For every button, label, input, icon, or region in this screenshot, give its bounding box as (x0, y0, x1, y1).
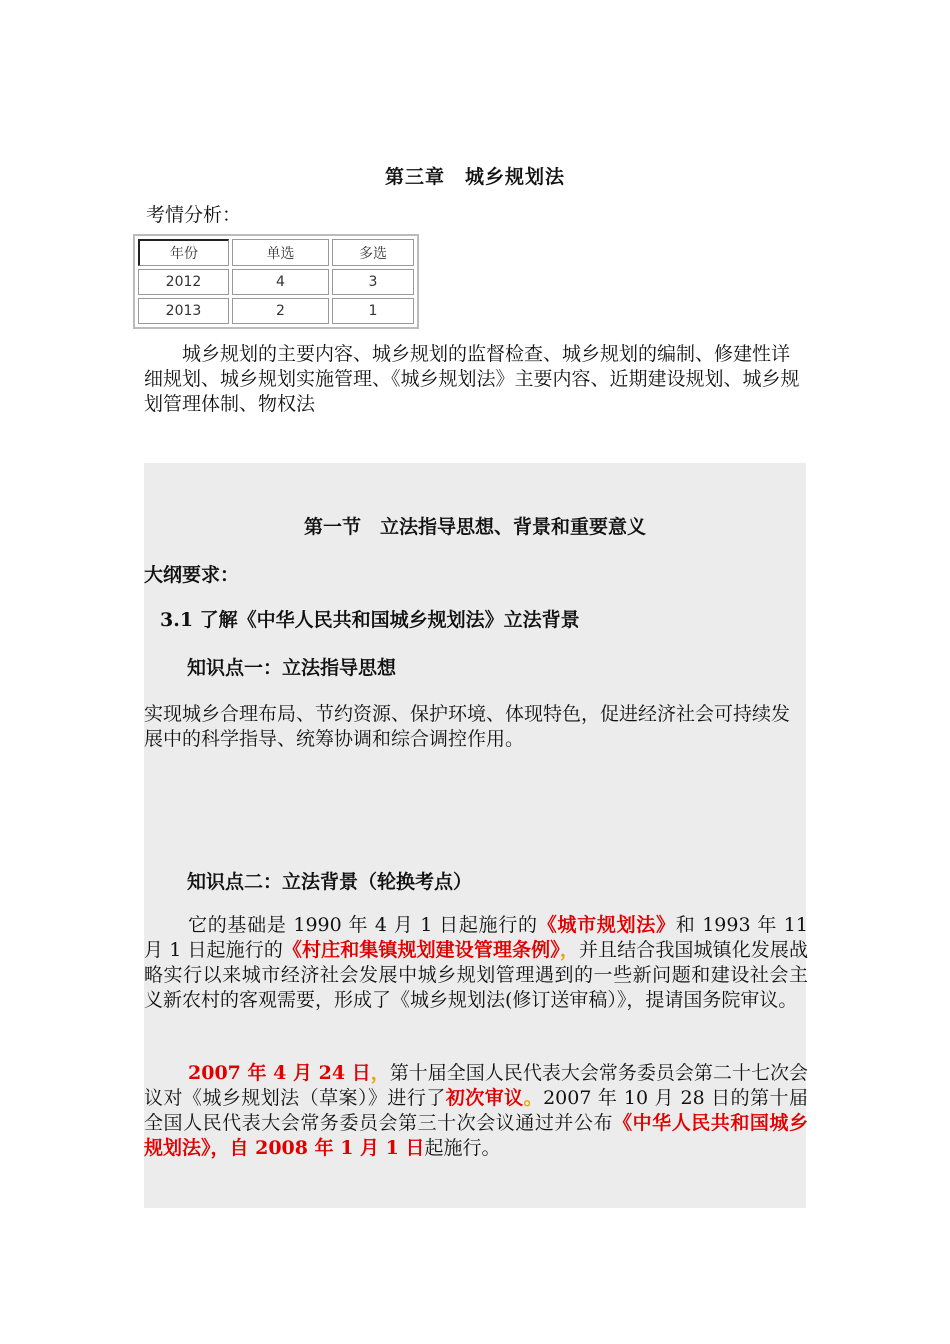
background-paragraph (144, 913, 808, 1013)
outline-requirement: 3.1 了解《中华人民共和国城乡规划法》立法背景 (160, 609, 580, 631)
table-row (138, 298, 414, 324)
chapter-title: 第三章 城乡规划法 (384, 166, 565, 188)
intro-paragraph: 城乡规划的主要内容、城乡规划的监督检查、城乡规划的编制、修建性详细规划、城乡规划实施管理、《城乡规划法》主要内容、近期建设规划、城乡规划管理体制、物权法 (144, 343, 800, 415)
law-village-regulation: 《村庄和集镇规划建设管理条例》 (282, 939, 560, 961)
bg-text-2: 和 1993 年 11 月 1 日起施行的 (144, 914, 808, 961)
law-city-planning: 《城市规划法》 (537, 914, 676, 936)
knowledge-point-1-title: 知识点一：立法指导思想 (187, 657, 397, 679)
law-urban-rural-planning: 《中华人民共和国城乡规划法》，自 2008 年 1 月 1 日 (144, 1112, 808, 1159)
table-cell: 1 (332, 298, 414, 324)
header-single: 单选 (232, 239, 329, 266)
outline-label: 大纲要求： (144, 564, 240, 586)
bg-text-3: 并且结合我国城镇化发展战略实行以来城市经济社会发展中城乡规划管理遇到的一些新问题和建设社会主义新农村的客观需要，形成了《城乡规划法(修订送审稿）》，提请国务院审议。 (144, 939, 808, 1011)
dates-period: 。 (523, 1087, 544, 1109)
dates-comma: ， (370, 1062, 390, 1084)
exam-analysis-label: 考情分析： (146, 204, 242, 226)
initial-review: 初次审议 (445, 1087, 524, 1109)
table-header-row (138, 239, 414, 266)
knowledge-point-2-title: 知识点二：立法背景（轮换考点） (187, 871, 473, 893)
bg-text-1: 它的基础是 1990 年 4 月 1 日起施行的 (188, 914, 538, 936)
dates-text-2: 2007 年 10 月 28 日的第十届全国人民代表大会常务委员会第三十次会议通过并公布 (144, 1087, 808, 1134)
header-multiple: 多选 (332, 239, 414, 266)
table-cell: 4 (232, 269, 329, 295)
dates-text-3: 起施行。 (424, 1137, 501, 1159)
section-title: 第一节 立法指导思想、背景和重要意义 (303, 516, 646, 538)
table-cell: 2012 (138, 269, 229, 295)
dates-paragraph (144, 1061, 808, 1161)
table-cell: 2 (232, 298, 329, 324)
exam-stats-table (133, 234, 419, 329)
table-cell: 2013 (138, 298, 229, 324)
table-row (138, 269, 414, 295)
dates-text-1: 第十届全国人民代表大会常务委员会第二十七次会议对《城乡规划法（草案）》进行了 (144, 1062, 808, 1109)
table-cell: 3 (332, 269, 414, 295)
knowledge-point-1-text: 实现城乡合理布局、节约资源、保护环境、体现特色，促进经济社会可持续发展中的科学指导、统筹协调和综合调控作用。 (144, 703, 791, 750)
date-first-review: 2007 年 4 月 24 日 (188, 1062, 371, 1084)
bg-comma: ， (559, 939, 579, 961)
header-year: 年份 (138, 239, 229, 266)
